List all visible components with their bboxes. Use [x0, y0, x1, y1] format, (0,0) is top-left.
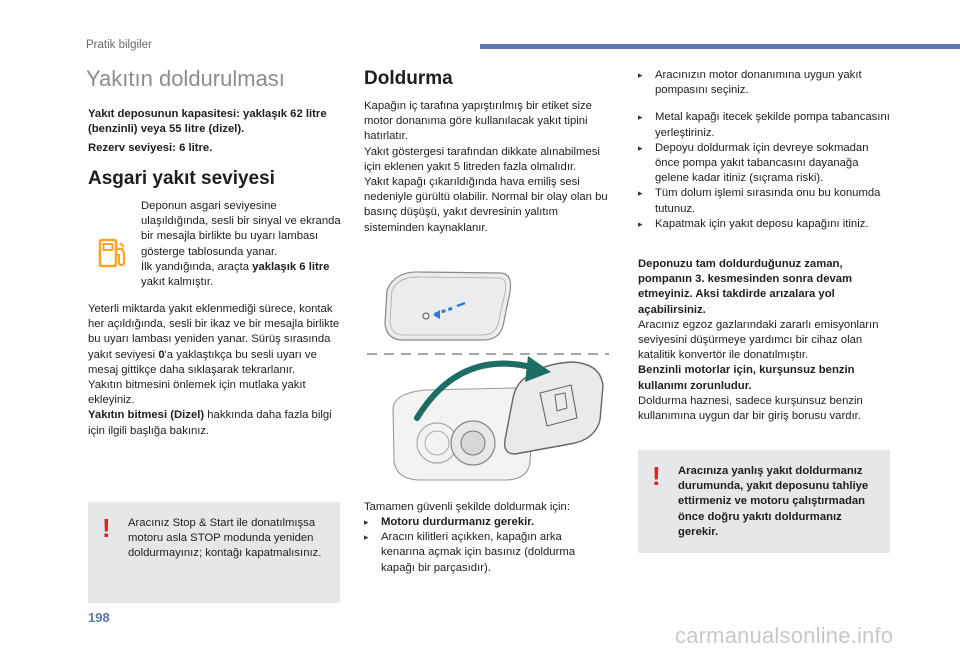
refuel-steps-list [364, 515, 604, 576]
header-accent-bar [480, 44, 960, 49]
refuel-heading: Doldurma [364, 68, 453, 89]
para-1b: 0 [158, 348, 165, 361]
unleaded-text: Doldurma haznesi, sadece kurşunsuz benzin kullanımına uygun dar bir giriş borusu vardır. [638, 394, 863, 423]
fuel-flap-illustration [365, 268, 615, 495]
para-2: Yakıtın bitmesini önlemek için mutlaka yakıt ekleyiniz. [88, 379, 306, 407]
bullet-icon: ▸ [364, 532, 369, 543]
para-3b: hakkında daha fazla bilgi için ilgili başlığa bakınız. [88, 409, 332, 437]
right-step-4: Tüm dolum işlemi sırasında onu bu konumda tutunuz. [655, 187, 881, 215]
bullet-icon: ▸ [638, 142, 643, 153]
watermark: carmanualsonline.info [675, 623, 894, 648]
bullet-icon: ▸ [638, 188, 643, 199]
page-title: Yakıtın doldurulması [86, 66, 285, 91]
fuel-pump-icon [97, 237, 131, 276]
min-level-heading: Asgari yakıt seviyesi [88, 168, 275, 189]
stop-start-warning-text: Aracınız Stop & Start ile donatılmışsa motoru asla STOP modunda yeniden doldurmayınız; kontağı kapatmalısınız. [128, 517, 322, 560]
warning-icon: ! [102, 513, 111, 543]
bullet-icon: ▸ [638, 70, 643, 80]
list-item [364, 530, 604, 576]
page-number: 198 [88, 610, 110, 625]
full-tank-bold: Deponuzu tam doldurduğunuz zaman, pompanın 3. kesmesinden sonra devam etmeyiniz. Aksi takdirde arızalara yol açabilirsiniz. [638, 258, 853, 316]
reserve-text: Rezerv seviyesi: 6 litre. [88, 142, 213, 154]
refuel-body [364, 99, 614, 236]
icon-description [141, 199, 341, 290]
list-item [638, 141, 890, 187]
full-tank-info [638, 257, 896, 424]
refuel-para-1: Kapağın iç tarafına yapıştırılmış bir etiket size motor donanıma göre kullanılacak yakıt tipini hatırlatır. [364, 100, 592, 143]
min-level-body [88, 302, 348, 439]
list-item [638, 110, 890, 140]
refuel-step-2: Aracın kilitleri açıkken, kapağın arka kenarına açmak için basınız (doldurma kapağı bir parçasıdır). [381, 531, 576, 574]
icon-text-2b: yaklaşık 6 litre [252, 260, 330, 273]
right-step-2: Metal kapağı itecek şekilde pompa tabancasını yerleştiriniz. [655, 111, 890, 139]
para-1c: 'a yaklaştıkça bu sesli uyarı ve mesaj gittikçe daha sıklaşarak tekrarlanır. [88, 348, 317, 376]
unleaded-bold: Benzinli motorlar için, kurşunsuz benzin kullanımı zorunludur. [638, 364, 855, 392]
stop-start-warning [88, 502, 340, 603]
warning-icon: ! [652, 461, 661, 491]
right-step-1: Aracınızın motor donanımına uygun yakıt pompasını seçiniz. [655, 69, 862, 97]
icon-text-1: Deponun asgari seviyesine ulaşıldığında, sesli bir sinyal ve ekranda bir mesajla birlikte bu uyarı lambası gösterge tablosunda yanar. [141, 200, 341, 258]
para-1a: Yeterli miktarda yakıt eklenmediği sürece, kontak her açıldığında, sesli bir ikaz ve bir mesajla birlikte bu uyarı lambası yeniden yanar. Sürüş sırasında yakıt seviyesi [88, 303, 340, 361]
list-item [638, 217, 890, 232]
list-item [638, 68, 890, 98]
list-item [364, 515, 604, 530]
right-step-5: Kapatmak için yakıt deposu kapağını itiniz. [655, 217, 869, 230]
refuel-step-1: Motoru durdurmanız gerekir. [381, 516, 535, 528]
section-label: Pratik bilgiler [86, 39, 152, 51]
bullet-icon: ▸ [638, 218, 643, 229]
refuel-para-2: Yakıt göstergesi tarafından dikkate alınabilmesi için eklenen yakıt 5 litreden fazla olmalıdır. [364, 145, 600, 173]
bullet-icon: ▸ [638, 112, 643, 123]
capacity-text: Yakıt deposunun kapasitesi: yaklaşık 62 litre (benzinli) veya 55 litre (dizel). [88, 108, 327, 136]
right-steps-list [638, 68, 890, 232]
wrong-fuel-warning-text: Aracınıza yanlış yakıt doldurmanız durumunda, yakıt deposunu tahliye ettirmeniz ve motoru çalıştırmadan önce doğru yakıtı doldurmanız gerekir. [678, 465, 869, 538]
para-3a: Yakıtın bitmesi (Dizel) [88, 409, 205, 422]
icon-text-2a: İlk yandığında, araçta [141, 260, 253, 273]
wrong-fuel-warning [638, 450, 890, 553]
right-step-3: Depoyu doldurmak için devreye sokmadan önce pompa yakıt tabancasını dayanağa gelene kadar itiniz (sıçrama riski). [655, 141, 869, 185]
steps-intro: Tamamen güvenli şekilde doldurmak için: [364, 501, 570, 513]
refuel-para-3: Yakıt kapağı çıkarıldığında hava emiliş sesi nedeniyle gürültü olabilir. Normal bir olay olan bu basınç düşüşü, yakıt devresinin yalıtım sisteminden kaynaklanır. [364, 176, 608, 234]
exhaust-text: Aracınız egzoz gazlarındaki zararlı emisyonların seviyesini düşürmeye yardımcı bir cihaz olan katalitik konvertör ile donatılmıştır. [638, 318, 879, 362]
bullet-icon: ▸ [364, 517, 369, 527]
icon-text-2c: yakıt kalmıştır. [141, 276, 214, 289]
list-item [638, 186, 890, 216]
